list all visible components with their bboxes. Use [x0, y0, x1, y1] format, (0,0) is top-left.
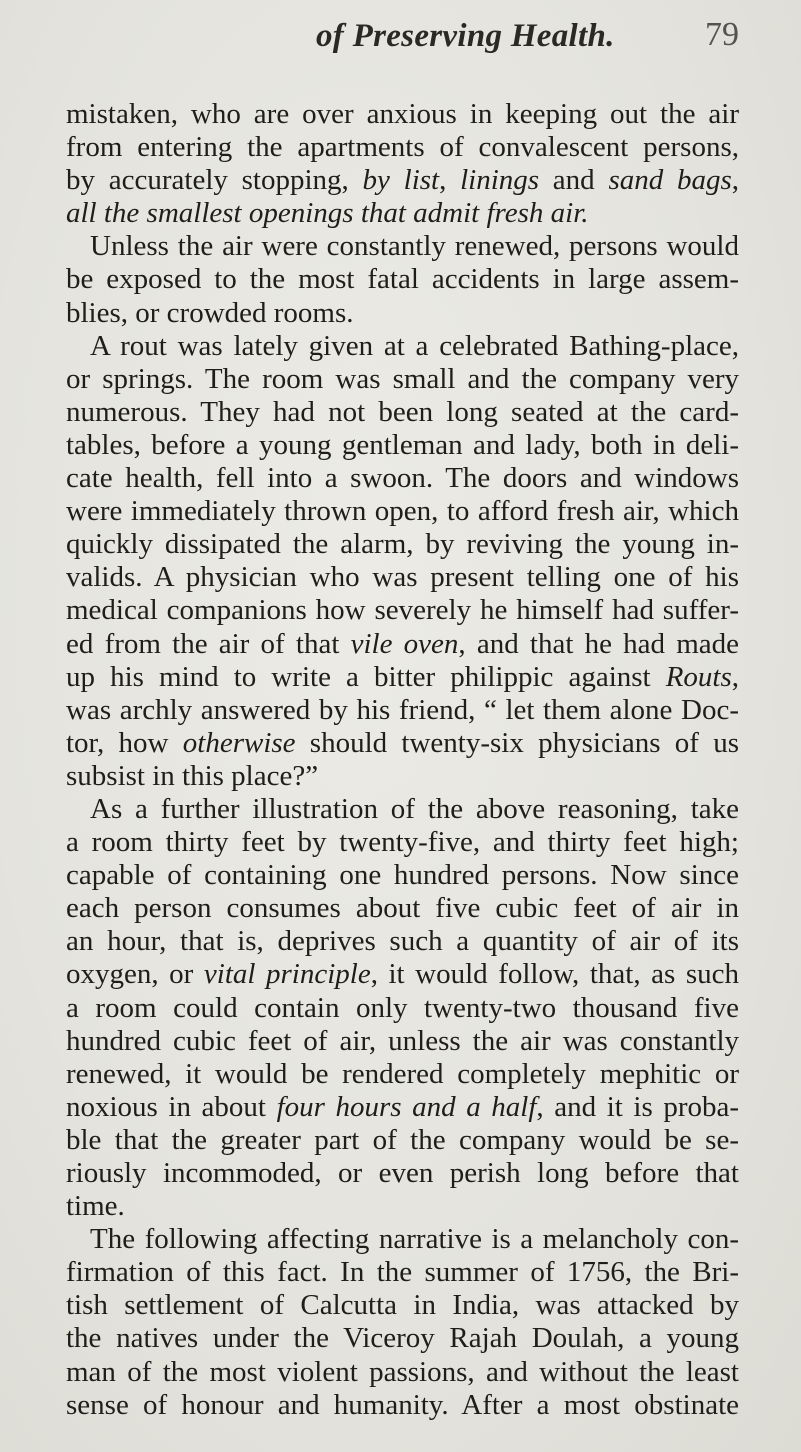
italic-text: vile oven: [350, 627, 459, 660]
text-segment: valids. A physician who was present telling one of his: [66, 561, 739, 594]
italic-text: vital principle: [203, 958, 371, 991]
text-line: [66, 760, 739, 793]
text-line: [66, 197, 739, 230]
text-line: [66, 263, 739, 296]
italic-text: all the smallest openings that admit fresh air.: [66, 197, 589, 230]
text-line: [66, 628, 739, 661]
text-line: [66, 992, 739, 1025]
text-segment: by accurately stopping,: [66, 164, 363, 197]
text-line: [66, 1322, 739, 1355]
text-segment: blies, or crowded rooms.: [66, 296, 354, 329]
text-line: [66, 793, 739, 826]
text-segment: , and it is proba-: [536, 1090, 739, 1123]
text-segment: , and that he had made: [458, 627, 739, 660]
text-line: [66, 859, 739, 892]
text-segment: tables, before a young gentleman and lady, both in deli-: [66, 428, 739, 461]
running-head: [66, 10, 739, 64]
text-segment: tor, how: [66, 726, 183, 759]
italic-text: otherwise: [182, 726, 296, 759]
body-text: [66, 98, 739, 1422]
text-segment: , it would follow, that, as such: [370, 958, 739, 991]
text-segment: was archly answered by his friend, “ let them alone Doc-: [66, 693, 739, 726]
text-segment: ,: [439, 164, 461, 197]
text-line: [66, 1124, 739, 1157]
text-segment: were immediately thrown open, to afford fresh air, which: [66, 495, 739, 528]
text-line: [66, 1157, 739, 1190]
text-line: [66, 297, 739, 330]
text-segment: quickly dissipated the alarm, by reviving the young in-: [66, 528, 739, 561]
text-line: [66, 892, 739, 925]
text-line: [66, 1356, 739, 1389]
text-segment: subsist in this place?”: [66, 759, 319, 792]
text-segment: renewed, it would be rendered completely mephitic or: [66, 1057, 739, 1090]
text-line: [66, 330, 739, 363]
text-segment: each person consumes about five cubic feet of air in: [66, 892, 739, 925]
text-segment: The following affecting narrative is a melancholy con-: [90, 1223, 739, 1256]
text-segment: noxious in about: [66, 1090, 277, 1123]
text-line: [66, 561, 739, 594]
text-segment: mistaken, who are over anxious in keeping out the air: [66, 98, 739, 130]
text-segment: up his mind to write a bitter philippic against: [66, 660, 666, 693]
text-line: [66, 98, 739, 131]
italic-text: sand bags: [608, 164, 732, 197]
text-segment: tish settlement of Calcutta in India, was attacked by: [66, 1289, 739, 1322]
text-segment: hundred cubic feet of air, unless the air was constantly: [66, 1024, 739, 1057]
text-line: [66, 1091, 739, 1124]
text-line: [66, 1289, 739, 1322]
text-line: [66, 1190, 739, 1223]
text-segment: a room could contain only twenty-two thousand five: [66, 991, 739, 1024]
text-line: [66, 661, 739, 694]
text-line: [66, 230, 739, 263]
text-segment: man of the most violent passions, and without the least: [66, 1355, 739, 1388]
italic-text: linings: [460, 164, 540, 197]
text-segment: ,: [731, 660, 739, 693]
italic-text: Routs: [665, 660, 732, 693]
text-segment: an hour, that is, deprives such a quantity of air of its: [66, 925, 739, 958]
text-segment: time.: [66, 1190, 125, 1223]
text-line: [66, 528, 739, 561]
text-line: [66, 164, 739, 197]
page-number: 79: [705, 16, 739, 53]
text-segment: should twenty-six physicians of us: [295, 726, 739, 759]
text-segment: Unless the air were constantly renewed, persons would: [90, 230, 739, 263]
text-segment: capable of containing one hundred persons. Now since: [66, 859, 739, 892]
text-segment: ed from the air of that: [66, 627, 351, 660]
text-line: [66, 131, 739, 164]
text-segment: be exposed to the most fatal accidents in large assem-: [66, 263, 739, 296]
text-line: [66, 727, 739, 760]
text-line: [66, 429, 739, 462]
text-line: [66, 1058, 739, 1091]
text-line: [66, 396, 739, 429]
italic-text: by list: [362, 164, 440, 197]
text-line: [66, 1025, 739, 1058]
text-segment: oxygen, or: [66, 958, 204, 991]
text-segment: ,: [731, 164, 740, 197]
text-line: [66, 694, 739, 727]
text-segment: As a further illustration of the above reasoning, take: [90, 792, 739, 825]
text-segment: numerous. They had not been long seated at the card-: [66, 395, 739, 428]
italic-text: four hours and a half: [276, 1090, 537, 1123]
text-line: [66, 495, 739, 528]
text-segment: medical companions how severely he himself had suffer-: [66, 594, 739, 627]
text-line: [66, 826, 739, 859]
text-segment: sense of honour and humanity. After a most obstinate: [66, 1388, 739, 1421]
text-line: [66, 958, 739, 991]
text-line: [66, 594, 739, 627]
text-segment: the natives under the Viceroy Rajah Doulah, a young: [66, 1322, 739, 1355]
text-segment: from entering the apartments of convalescent persons,: [66, 131, 739, 164]
text-segment: and: [539, 164, 609, 197]
text-segment: a room thirty feet by twenty-five, and thirty feet high;: [66, 826, 739, 859]
text-line: [66, 1223, 739, 1256]
text-segment: ble that the greater part of the company would be se-: [66, 1123, 739, 1156]
text-segment: riously incommoded, or even perish long before that: [66, 1157, 739, 1189]
text-line: [66, 363, 739, 396]
text-segment: or springs. The room was small and the company very: [66, 362, 739, 395]
text-line: [66, 1389, 739, 1422]
text-segment: A rout was lately given at a celebrated Bathing-place,: [90, 329, 739, 362]
text-segment: cate health, fell into a swoon. The doors and windows: [66, 462, 739, 495]
text-line: [66, 1256, 739, 1289]
text-segment: firmation of this fact. In the summer of 1756, the Bri-: [66, 1256, 739, 1289]
running-title: of Preserving Health.: [316, 18, 615, 54]
text-line: [66, 925, 739, 958]
text-line: [66, 462, 739, 495]
